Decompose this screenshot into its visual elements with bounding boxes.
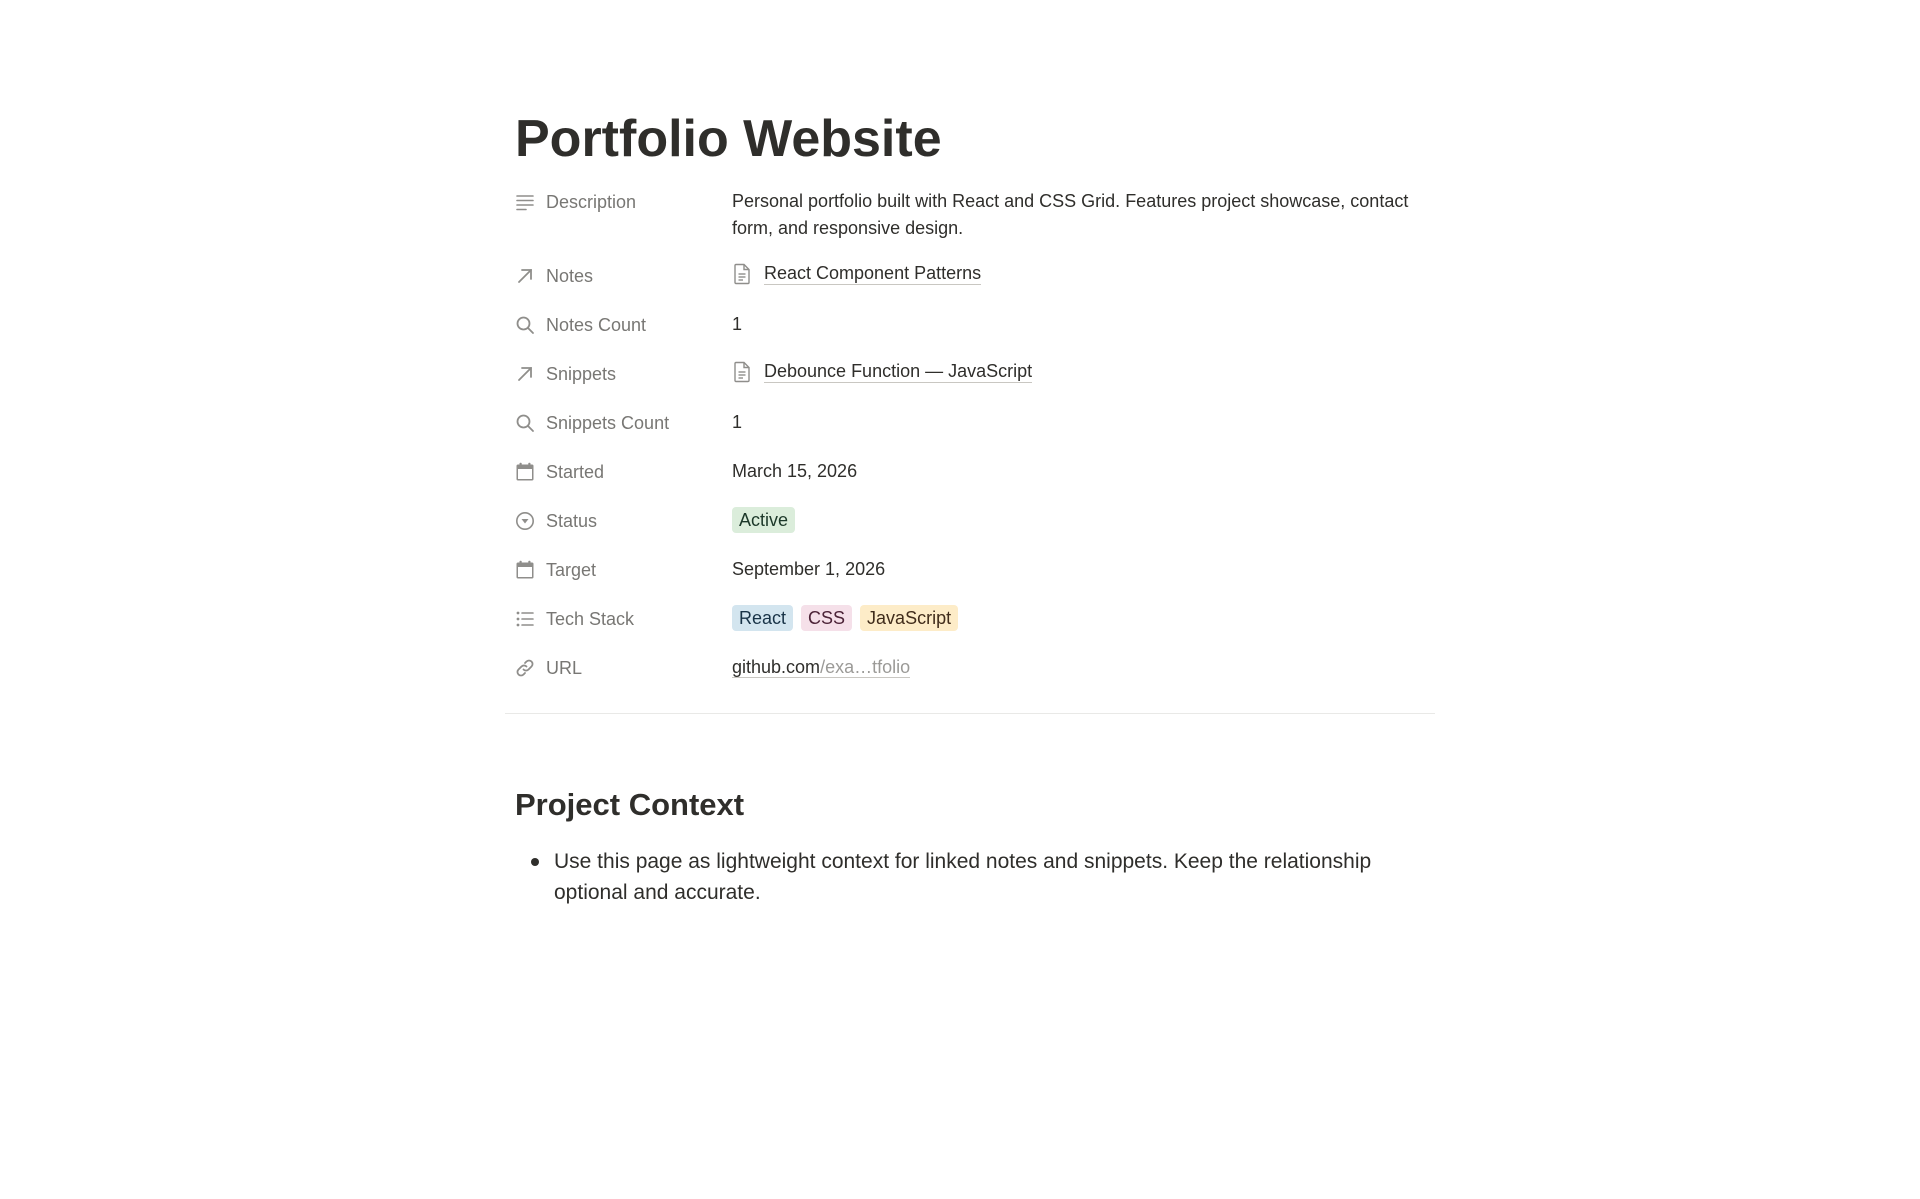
property-description — [515, 185, 1435, 259]
document-icon — [732, 263, 752, 285]
tech-tag[interactable]: JavaScript — [860, 605, 958, 631]
properties-panel — [515, 185, 1435, 700]
notes-link-label: React Component Patterns — [764, 263, 982, 283]
property-name-status[interactable] — [515, 504, 732, 538]
arrow-up-right-icon — [515, 266, 535, 286]
property-label: Tech Stack — [546, 608, 635, 629]
bulleted-list-icon — [515, 609, 535, 629]
section-heading[interactable]: Project Context — [515, 787, 745, 822]
started-date-value[interactable]: March 15, 2026 — [732, 461, 858, 481]
property-tech-stack — [515, 602, 1435, 651]
url-value — [732, 651, 1435, 681]
property-name-description[interactable] — [515, 185, 732, 219]
property-url — [515, 651, 1435, 700]
property-label: Started — [546, 461, 605, 482]
document-icon — [732, 361, 752, 383]
property-notes — [515, 259, 1435, 308]
snippets-value — [732, 357, 1435, 391]
tech-tag[interactable]: CSS — [801, 605, 852, 631]
property-label: Status — [546, 510, 598, 531]
url-path: /exa…tfolio — [820, 657, 911, 677]
property-label: URL — [546, 657, 583, 678]
property-status — [515, 504, 1435, 553]
property-label: Description — [546, 191, 637, 212]
tech-tag[interactable]: React — [732, 605, 793, 631]
bullet-point — [515, 846, 554, 908]
property-name-notes[interactable] — [515, 259, 732, 293]
link-icon — [515, 658, 535, 678]
properties-divider — [505, 713, 1435, 714]
url-domain: github.com — [732, 657, 821, 677]
notes-page-link[interactable] — [732, 262, 981, 285]
property-label: Snippets — [546, 363, 617, 384]
property-name-started[interactable] — [515, 455, 732, 489]
property-notes-count — [515, 308, 1435, 357]
page-title[interactable]: Portfolio Website — [515, 110, 942, 168]
property-label: Notes — [546, 265, 594, 286]
property-label: Snippets Count — [546, 412, 670, 433]
search-icon — [515, 413, 535, 433]
list-item[interactable] — [515, 846, 1415, 908]
property-snippets — [515, 357, 1435, 406]
target-date-value[interactable]: September 1, 2026 — [732, 559, 886, 579]
notes-count-value: 1 — [732, 314, 743, 334]
bullet-list — [515, 846, 1415, 908]
status-circle-icon — [515, 511, 535, 531]
property-name-tech-stack[interactable] — [515, 602, 732, 636]
url-link[interactable] — [732, 657, 910, 678]
property-name-notes-count[interactable] — [515, 308, 732, 342]
list-item-text: Use this page as lightweight context for linked notes and snippets. Keep the relationship optional and accurate. — [554, 850, 1372, 904]
property-label: Notes Count — [546, 314, 647, 335]
search-icon — [515, 315, 535, 335]
snippets-link-label: Debounce Function — JavaScript — [764, 361, 1033, 381]
calendar-icon — [515, 462, 535, 482]
property-name-target[interactable] — [515, 553, 732, 587]
notes-value — [732, 259, 1435, 293]
property-started — [515, 455, 1435, 504]
property-snippets-count — [515, 406, 1435, 455]
property-name-snippets-count[interactable] — [515, 406, 732, 440]
tech-stack-value[interactable] — [732, 602, 1435, 632]
arrow-up-right-icon — [515, 364, 535, 384]
status-value — [732, 504, 1435, 534]
description-value[interactable]: Personal portfolio built with React and CSS Grid. Features project showcase, contact form, and responsive design. — [732, 191, 1409, 238]
status-badge[interactable]: Active — [732, 507, 795, 533]
property-name-url[interactable] — [515, 651, 732, 685]
text-lines-icon — [515, 192, 535, 212]
property-label: Target — [546, 559, 597, 580]
property-target — [515, 553, 1435, 602]
snippets-count-value: 1 — [732, 412, 743, 432]
property-name-snippets[interactable] — [515, 357, 732, 391]
snippets-page-link[interactable] — [732, 360, 1032, 383]
calendar-icon — [515, 560, 535, 580]
